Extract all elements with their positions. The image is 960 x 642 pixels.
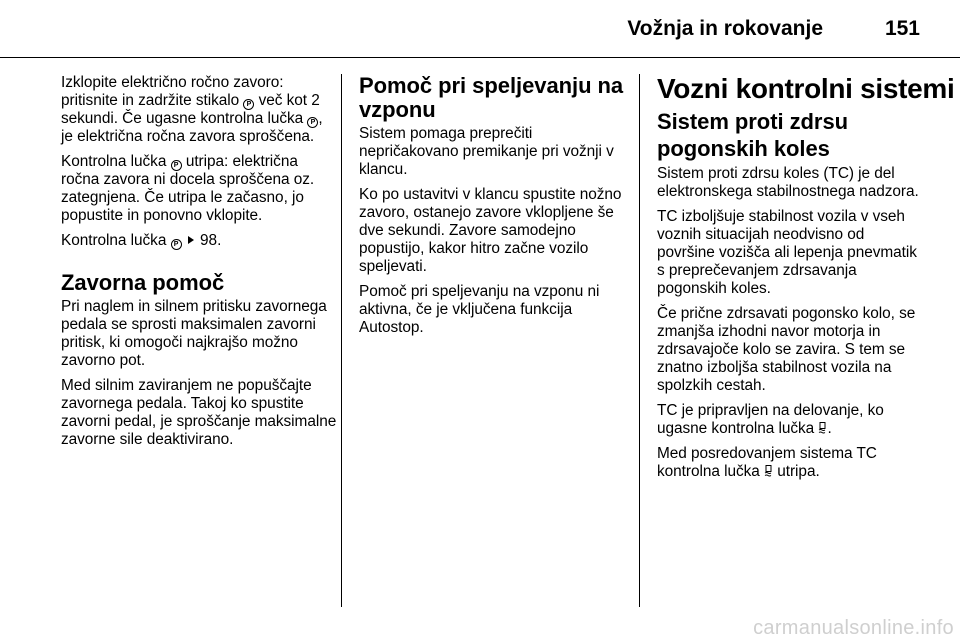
parking-brake-icon: P — [307, 117, 318, 128]
parking-brake-icon: P — [171, 239, 182, 250]
parking-brake-icon: P — [171, 160, 182, 171]
paragraph-tc-1: Sistem proti zdrsu koles (TC) je del elektronskega stabilnostnega nadzora. — [657, 165, 919, 200]
paragraph-lamp-reference: Kontrolna lučka P 98. — [61, 232, 222, 249]
paragraph-hill-start-2: Ko po ustavitvi v klancu spustite nožno zavoro, ostanejo zavore vklopljene še dve sekundi. Zavore samodejno popustijo, kakor hitro začne vozilo speljevati. — [359, 186, 622, 275]
paragraph-brake-assist-1: Pri naglem in silnem pritisku zavornega pedala se sprosti maksimalen zavorni pritisk, ki omogoči najkrajšo možno zavorno pot. — [61, 298, 327, 369]
paragraph-hill-start-1: Sistem pomaga preprečiti nepričakovano premikanje pri vožnji v klancu. — [359, 125, 614, 178]
paragraph-tc-3: Če prične zdrsavati pogonsko kolo, se zmanjša izhodni navor motorja in zdrsavajoče kolo se zavira. S tem se znatno izboljša stabilnost vozila na spolzkih cestah. — [657, 305, 916, 394]
chapter-title: Vozni kontrolni sistemi — [657, 73, 955, 104]
paragraph-brake-assist-2: Med silnim zaviranjem ne popuščajte zavornega pedala. Takoj ko spustite zavorni pedal, je sproščanje maksimalne zavorne sile deaktivirano. — [61, 377, 337, 448]
column-2 — [359, 74, 627, 344]
arrow-reference-icon — [188, 236, 194, 244]
column-divider-1 — [341, 74, 342, 607]
traction-control-icon — [764, 465, 773, 477]
header-divider — [0, 57, 960, 58]
paragraph-hill-start-3: Pomoč pri speljevanju na vzponu ni aktivna, če je vključena funkcija Autostop. — [359, 283, 600, 336]
heading-zavorna-pomoc: Zavorna pomoč — [61, 270, 225, 295]
paragraph-tc-4: TC je pripravljen na delovanje, ko ugasne kontrolna lučka . — [657, 402, 884, 437]
column-divider-2 — [639, 74, 640, 607]
parking-brake-icon: P — [243, 99, 254, 110]
heading-hill-start-assist: Pomoč pri speljevanju na vzponu — [359, 73, 624, 122]
paragraph-lamp-flashing: Kontrolna lučka P utripa: električna ročna zavora ni docela sproščena oz. zategnjena. Če utripa le začasno, jo popustite in ponovno vklopite. — [61, 153, 315, 224]
watermark[interactable]: carmanualsonline.info — [753, 617, 954, 639]
page-number: 151 — [884, 17, 920, 40]
paragraph-release-brake: Izklopite električno ročno zavoro: pritisnite in zadržite stikalo P več kot 2 sekundi. Če ugasne kontrolna lučka P , je električna ročna zavora sproščena. — [61, 74, 323, 145]
paragraph-tc-2: TC izboljšuje stabilnost vozila v vseh voznih situacijah neodvisno od površine vozišča ali lepenja pnevmatik s preprečevanjem zdrsavanja pogonskih koles. — [657, 208, 917, 297]
paragraph-tc-5: Med posredovanjem sistema TC kontrolna lučka utripa. — [657, 445, 877, 480]
heading-traction-control: Sistem proti zdrsu pogonskih koles — [657, 109, 849, 161]
page-header — [0, 0, 960, 60]
column-3 — [657, 73, 955, 488]
page-header-title: Vožnja in rokovanje — [627, 17, 823, 40]
column-1 — [61, 74, 337, 456]
